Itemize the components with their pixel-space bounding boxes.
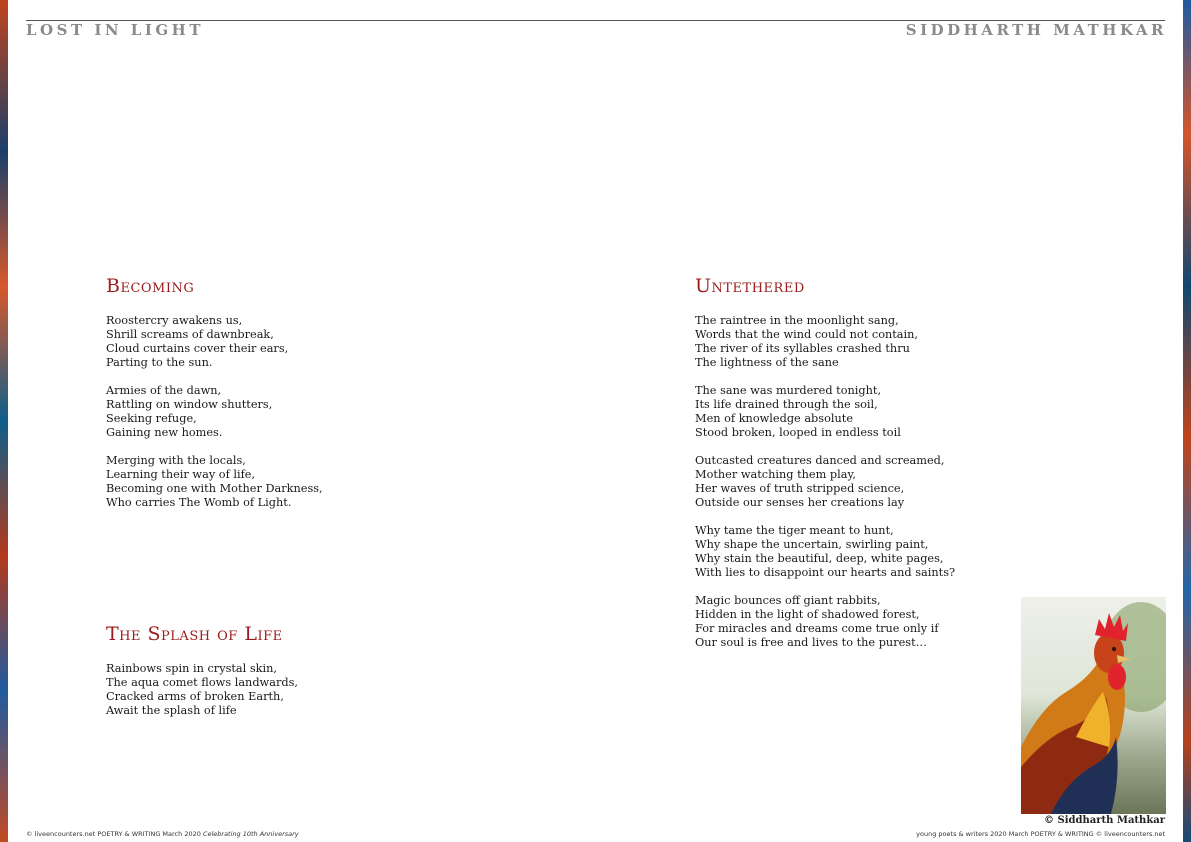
footer-left-text: © liveencounters.net POETRY & WRITING March 2020	[26, 830, 201, 838]
poem-line: Stood broken, looped in endless toil	[695, 426, 901, 439]
poem-line: Outcasted creatures danced and screamed,	[695, 454, 945, 467]
poem-body-splash-of-life	[106, 662, 298, 732]
poem-line: Our soul is free and lives to the purest…	[695, 636, 927, 649]
poem-line: With lies to disappoint our hearts and saints?	[695, 566, 956, 579]
stanza	[695, 384, 955, 440]
stanza	[106, 314, 323, 370]
left-page-border	[0, 0, 8, 842]
poem-line: Rattling on window shutters,	[106, 398, 273, 411]
running-header-title: LOST IN LIGHT	[26, 21, 204, 39]
poem-line: Magic bounces off giant rabbits,	[695, 594, 881, 607]
footer-left-anniversary: Celebrating 10th Anniversary	[202, 830, 299, 838]
right-page-border	[1183, 0, 1191, 842]
poem-line: Words that the wind could not contain,	[695, 328, 919, 341]
rooster-photo	[1021, 597, 1166, 814]
poem-line: Why tame the tiger meant to hunt,	[695, 524, 894, 537]
stanza	[106, 384, 323, 440]
poem-line: Outside our senses her creations lay	[695, 496, 905, 509]
poem-line: Rainbows spin in crystal skin,	[106, 662, 277, 675]
poem-line: Roostercry awakens us,	[106, 314, 243, 327]
poem-line: The raintree in the moonlight sang,	[695, 314, 899, 327]
poem-line: For miracles and dreams come true only if	[695, 622, 939, 635]
poem-title-splash-of-life: The Splash of Life	[106, 623, 283, 645]
poem-line: Merging with the locals,	[106, 454, 246, 467]
poem-line: Why stain the beautiful, deep, white pages,	[695, 552, 944, 565]
poem-line: Who carries The Womb of Light.	[106, 496, 292, 509]
poem-line: Its life drained through the soil,	[695, 398, 878, 411]
stanza	[106, 454, 323, 510]
poem-line: Mother watching them play,	[695, 468, 856, 481]
stanza	[695, 314, 955, 370]
poem-line: Armies of the dawn,	[106, 384, 222, 397]
stanza	[695, 524, 955, 580]
poem-line: Seeking refuge,	[106, 412, 197, 425]
poem-line: The river of its syllables crashed thru	[695, 342, 910, 355]
poem-title-untethered: Untethered	[695, 275, 805, 297]
footer-left	[26, 830, 299, 838]
poem-line: Shrill screams of dawnbreak,	[106, 328, 274, 341]
stanza	[106, 662, 298, 718]
running-header-author: SIDDHARTH MATHKAR	[905, 21, 1167, 39]
stanza	[695, 594, 955, 650]
poem-line: Learning their way of life,	[106, 468, 256, 481]
poem-line: Parting to the sun.	[106, 356, 213, 369]
poem-body-becoming	[106, 314, 323, 524]
photo-credit: © Siddharth Mathkar	[1044, 815, 1165, 826]
poem-line: Cloud curtains cover their ears,	[106, 342, 289, 355]
poem-title-becoming: Becoming	[106, 275, 195, 297]
magazine-spread	[8, 0, 1183, 842]
poem-line: Becoming one with Mother Darkness,	[106, 482, 323, 495]
poem-line: Her waves of truth stripped science,	[695, 482, 905, 495]
poem-line: The aqua comet flows landwards,	[106, 676, 298, 689]
stanza	[695, 454, 955, 510]
poem-line: The sane was murdered tonight,	[695, 384, 882, 397]
poem-line: Men of knowledge absolute	[695, 412, 854, 425]
poem-line: Hidden in the light of shadowed forest,	[695, 608, 920, 621]
poem-line: Why shape the uncertain, swirling paint,	[695, 538, 929, 551]
poem-body-untethered	[695, 314, 955, 664]
footer-right: young poets & writers 2020 March POETRY & WRITING © liveencounters.net	[916, 830, 1165, 838]
poem-line: The lightness of the sane	[695, 356, 839, 369]
poem-line: Await the splash of life	[106, 704, 237, 717]
poem-line: Cracked arms of broken Earth,	[106, 690, 284, 703]
poem-line: Gaining new homes.	[106, 426, 223, 439]
